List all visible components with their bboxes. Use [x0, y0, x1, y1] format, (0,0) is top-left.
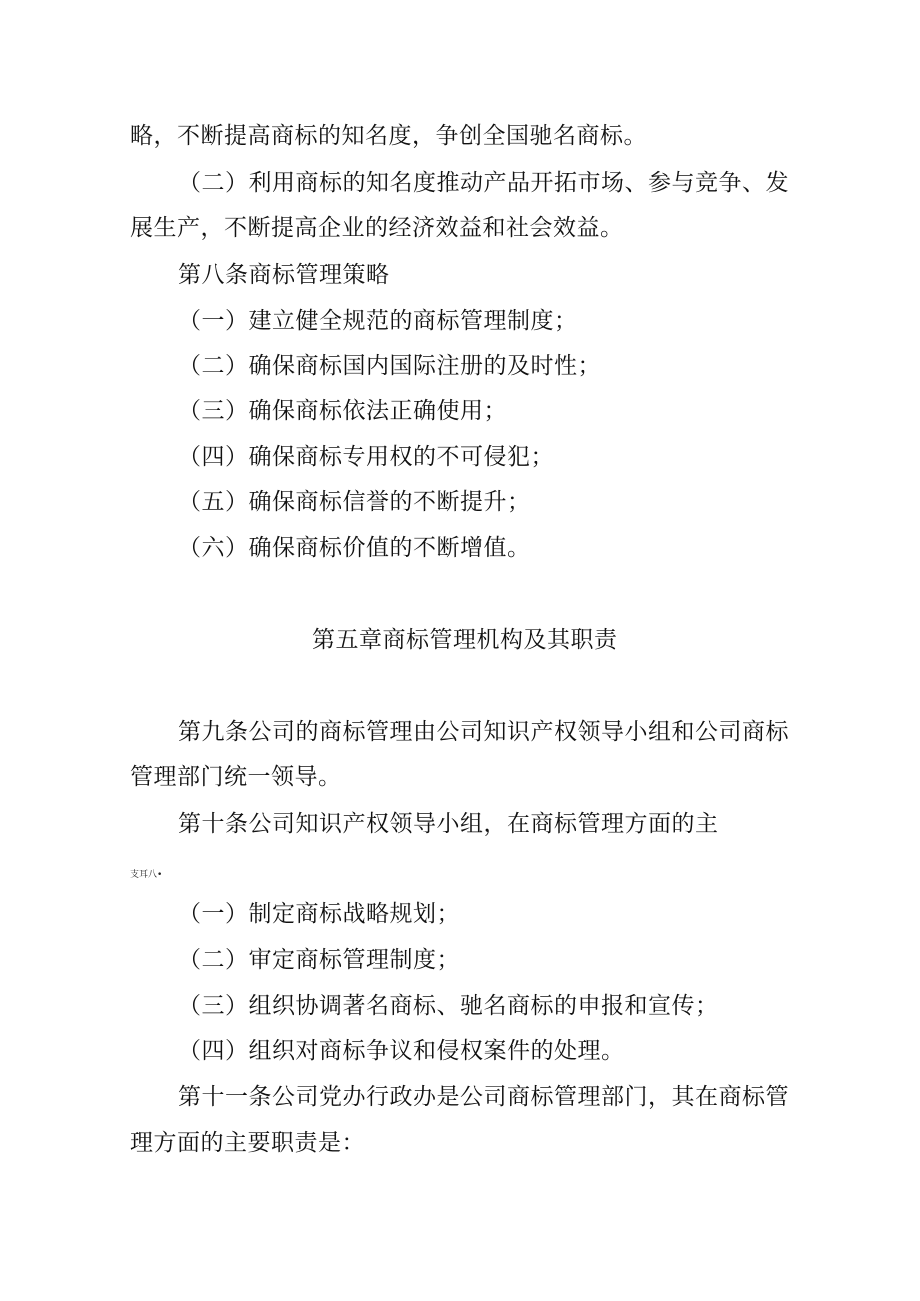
article-heading: 第八条商标管理策略	[178, 262, 390, 288]
paragraph-line: 管理部门统一领导。	[130, 764, 342, 790]
paragraph-line: 展生产，不断提高企业的经济效益和社会效益。	[130, 215, 624, 241]
list-item: （二）确保商标国内国际注册的及时性；	[178, 353, 601, 379]
stray-text-fragment: 支耳八•	[130, 870, 163, 880]
paragraph-line: 第九条公司的商标管理由公司知识产权领导小组和公司商标	[178, 719, 789, 745]
chapter-title: 第五章商标管理机构及其职责	[312, 627, 618, 653]
paragraph-line: 略，不断提高商标的知名度，争创全国驰名商标。	[130, 123, 647, 149]
list-item: （四）确保商标专用权的不可侵犯；	[178, 444, 554, 470]
list-item: （一）制定商标战略规划；	[178, 901, 460, 927]
paragraph-line: 第十一条公司党办行政办是公司商标管理部门，其在商标管	[178, 1084, 789, 1110]
list-item: （二）审定商标管理制度；	[178, 947, 460, 973]
list-item: （三）组织协调著名商标、驰名商标的申报和宣传；	[178, 993, 719, 1019]
list-item: （二）利用商标的知名度推动产品开拓市场、参与竞争、发	[178, 170, 789, 196]
list-item: （五）确保商标信誉的不断提升；	[178, 489, 531, 515]
paragraph-line: 理方面的主要职责是：	[130, 1130, 365, 1156]
list-item: （四）组织对商标争议和侵权案件的处理。	[178, 1038, 625, 1064]
paragraph-line: 第十条公司知识产权领导小组，在商标管理方面的主	[178, 811, 719, 837]
list-item: （六）确保商标价值的不断增值。	[178, 535, 531, 561]
list-item: （一）建立健全规范的商标管理制度；	[178, 308, 578, 334]
list-item: （三）确保商标依法正确使用；	[178, 398, 507, 424]
